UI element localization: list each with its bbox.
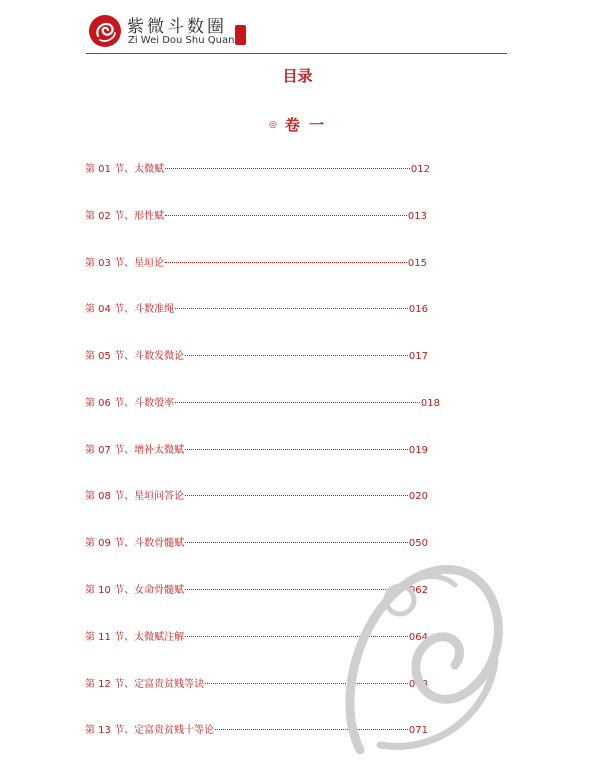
toc-entry-title: 第 12 节、定富贵贫贱等诀 — [85, 679, 205, 690]
toc-leader — [185, 495, 408, 496]
toc-leader — [185, 449, 408, 450]
seal-icon — [235, 25, 246, 45]
toc-entry-title: 第 11 节、太微赋注解 — [85, 632, 185, 643]
toc-entry[interactable] — [85, 210, 427, 224]
brand-name-cn: 紫微斗数圈 — [127, 17, 227, 37]
toc-entry-title: 第 06 节、斗数彀率 — [85, 398, 175, 409]
toc-entry-page: 019 — [408, 445, 428, 456]
toc-entry-title: 第 02 节、形性赋 — [85, 211, 165, 222]
toc-leader — [165, 168, 410, 169]
watermark-logo-icon — [330, 540, 510, 760]
toc-entry[interactable] — [85, 257, 427, 271]
toc-entry[interactable] — [85, 350, 428, 364]
volume-bullet-icon: ◎ — [268, 119, 279, 130]
toc-entry-page: 050 — [408, 538, 428, 549]
toc-entry-page: 018 — [420, 398, 440, 409]
toc-entry-page: 012 — [410, 164, 430, 175]
toc-entry-page: 020 — [408, 491, 428, 502]
toc-entry[interactable] — [85, 397, 440, 411]
toc-entry-title: 第 04 节、斗数准绳 — [85, 304, 175, 315]
page-title: 目录 — [282, 67, 313, 85]
toc-entry-title: 第 07 节、增补太微赋 — [85, 445, 185, 456]
toc-entry[interactable] — [85, 444, 428, 458]
header-divider — [86, 53, 507, 54]
toc-entry-page: 068 — [408, 679, 428, 690]
toc-entry-title: 第 09 节、斗数骨髓赋 — [85, 538, 185, 549]
toc-entry-title: 第 05 节、斗数发微论 — [85, 351, 185, 362]
brand-name-en: Zi Wei Dou Shu Quan — [128, 35, 235, 46]
toc-entry[interactable] — [85, 163, 430, 177]
toc-entry[interactable] — [85, 490, 428, 504]
volume-label: 卷 一 — [284, 116, 327, 134]
toc-leader — [175, 402, 420, 403]
volume-heading — [0, 114, 595, 135]
toc-entry-title: 第 03 节、星垣论 — [85, 258, 165, 269]
toc-entry-title: 第 01 节、太微赋 — [85, 164, 165, 175]
toc-leader — [165, 262, 407, 263]
logo-icon — [88, 14, 122, 48]
toc-leader — [175, 308, 408, 309]
toc-entry-page: 013 — [407, 211, 427, 222]
toc-leader — [185, 355, 408, 356]
toc-entry-page: 017 — [408, 351, 428, 362]
toc-entry-page: 064 — [408, 632, 428, 643]
toc-entry-title: 第 13 节、定富贵贫贱十等论 — [85, 725, 215, 736]
toc-entry-page: 016 — [408, 304, 428, 315]
toc-entry-page: 062 — [408, 585, 428, 596]
toc-entry[interactable] — [85, 303, 428, 317]
toc-entry-title: 第 08 节、星垣问答论 — [85, 491, 185, 502]
toc-entry-page: 015 — [407, 258, 427, 269]
toc-leader — [165, 215, 407, 216]
toc-entry-title: 第 10 节、女命骨髓赋 — [85, 585, 185, 596]
toc-entry-page: 071 — [408, 725, 428, 736]
